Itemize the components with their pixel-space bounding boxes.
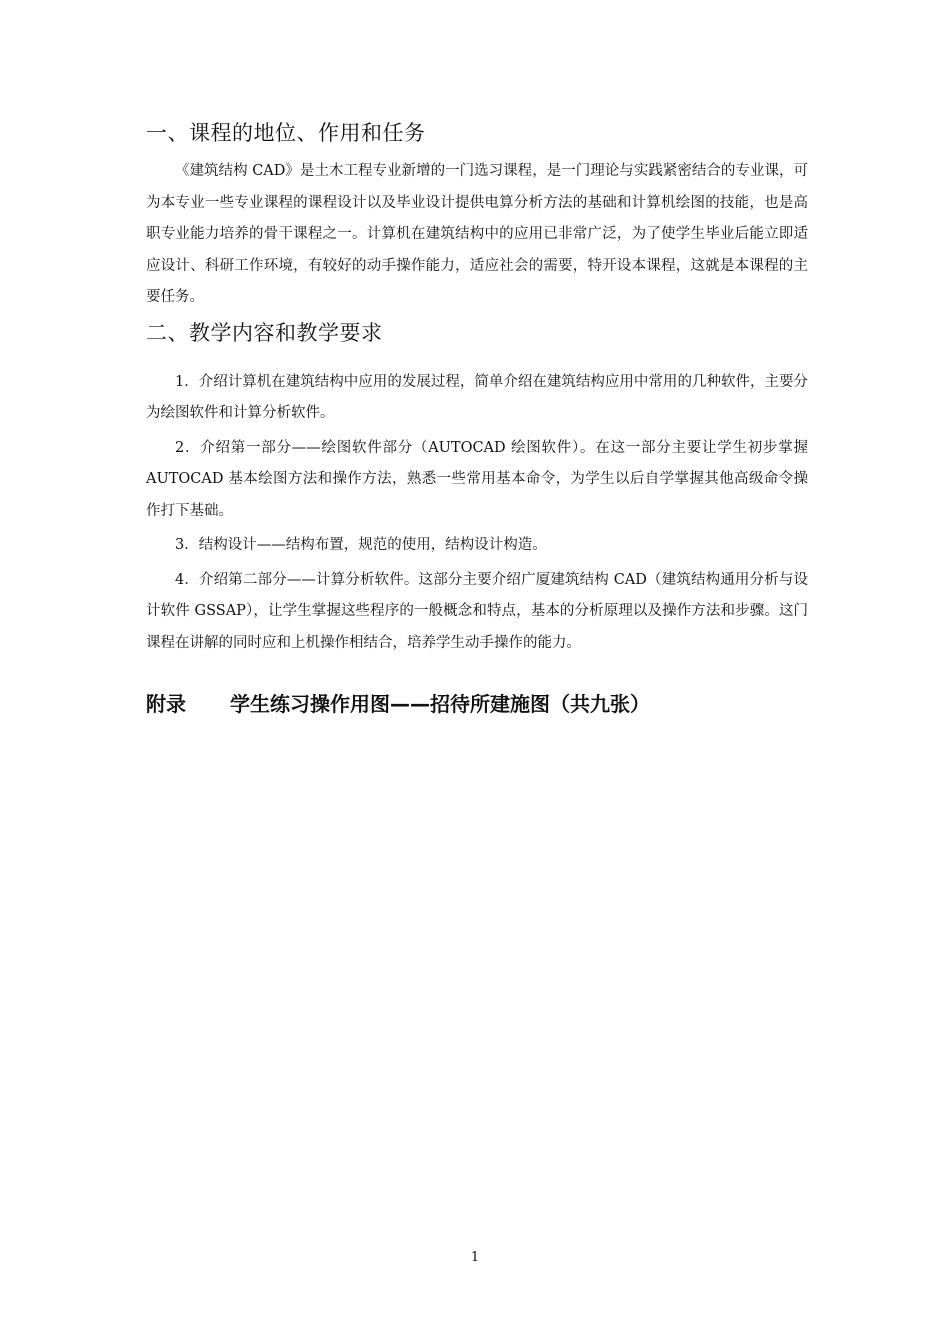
appendix-heading xyxy=(146,687,808,721)
teaching-item-4: 4．介绍第二部分——计算分析软件。这部分主要介绍广厦建筑结构 CAD（建筑结构通用分析与设计软件 GSSAP），让学生掌握这些程序的一般概念和特点，基本的分析原理以及操作方法和步骤。这门课程在讲解的同时应和上机操作相结合，培养学生动手操作的能力。 xyxy=(146,571,808,651)
section-heading-teaching-content: 二、教学内容和教学要求 xyxy=(146,320,383,345)
appendix-title: 学生练习操作用图——招待所建施图（共九张） xyxy=(230,692,650,716)
course-role-paragraph: 《建筑结构 CAD》是土木工程专业新增的一门选习课程，是一门理论与实践紧密结合的专业课，可为本专业一些专业课程的课程设计以及毕业设计提供电算分析方法的基础和计算机绘图的技能，也是高职专业能力培养的骨干课程之一。计算机在建筑结构中的应用已非常广泛，为了使学生毕业后能立即适应设计、科研工作环境，有较好的动手操作能力，适应社会的需要，特开设本课程，这就是本课程的主要任务。 xyxy=(146,163,808,305)
appendix-label: 附录 xyxy=(146,692,186,716)
document-body xyxy=(146,116,808,721)
section-heading-course-role: 一、课程的地位、作用和任务 xyxy=(146,121,426,145)
page-number: 1 xyxy=(470,1250,480,1265)
teaching-item-2: 2．介绍第一部分——绘图软件部分（AUTOCAD 绘图软件）。在这一部分主要让学生初步掌握 AUTOCAD 基本绘图方法和操作方法，熟悉一些常用基本命令，为学生以后自学掌握其他高级命令操作打下基础。 xyxy=(146,439,808,519)
teaching-item-1: 1．介绍计算机在建筑结构中应用的发展过程，简单介绍在建筑结构应用中常用的几种软件，主要分为绘图软件和计算分析软件。 xyxy=(146,373,808,421)
teaching-item-3: 3．结构设计——结构布置，规范的使用，结构设计构造。 xyxy=(175,537,547,553)
